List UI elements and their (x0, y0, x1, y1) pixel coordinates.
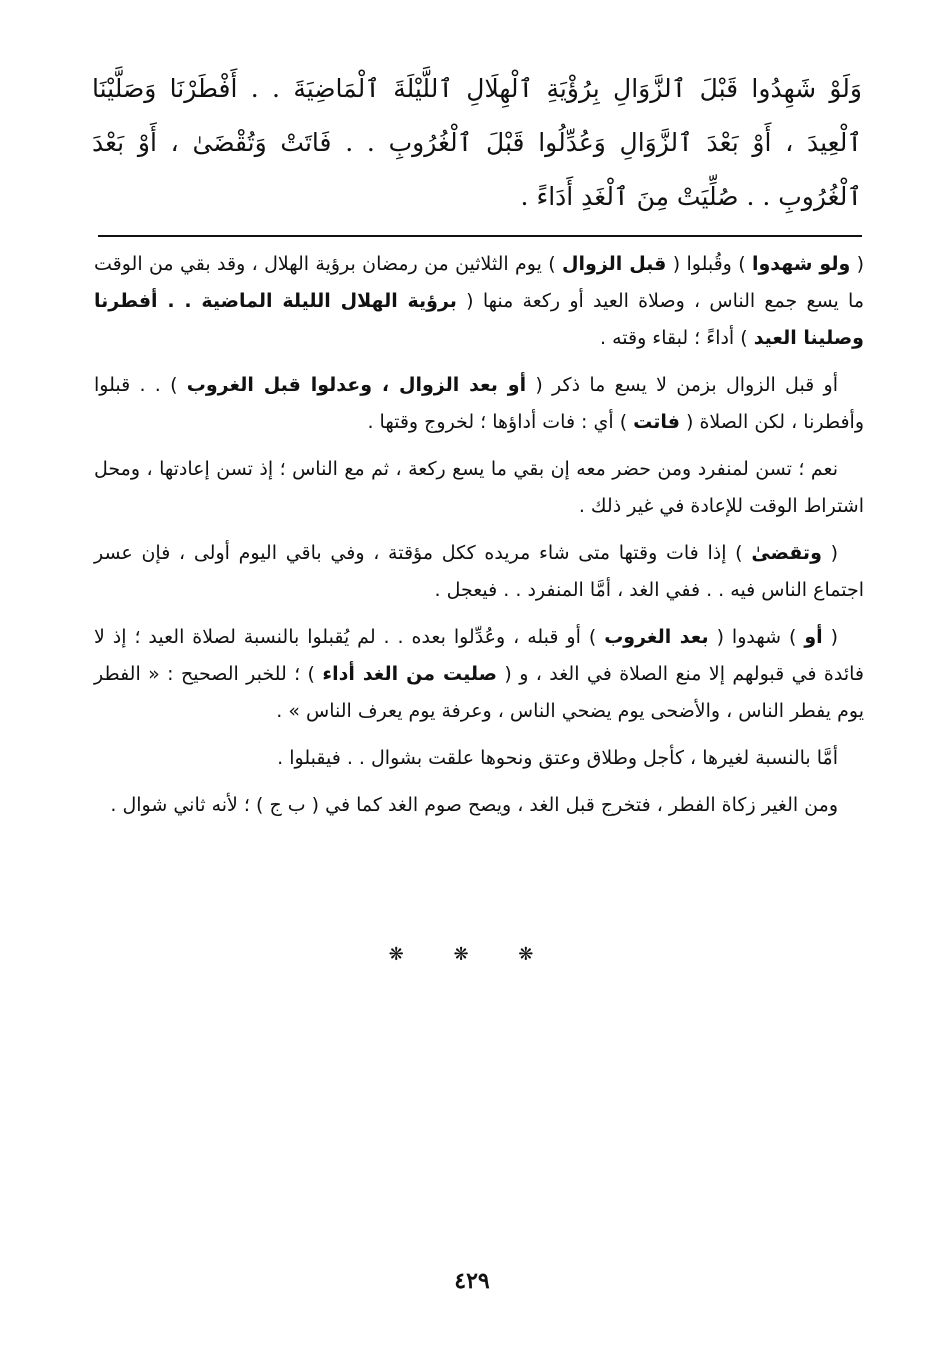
commentary-paragraph (94, 535, 864, 609)
commentary-segment: ( (850, 253, 865, 275)
quoted-matn-segment: أو بعد الزوال ، وعدلوا قبل الغروب (186, 374, 527, 396)
commentary-segment: ) أي : فات أداؤها ؛ لخروج وقتها . (367, 411, 634, 433)
commentary-segment: ) أداءً ؛ لبقاء وقته . (599, 327, 754, 349)
quoted-matn-segment: بعد الغروب (604, 626, 709, 648)
commentary-segment: ) يوم الثلاثين من رمضان برؤية الهلال ، وقد بقي من الوقت ما يسع جمع الناس ، وصلاة العيد أو ركعة منها ( (94, 253, 865, 312)
commentary-paragraph (94, 246, 864, 357)
commentary-segment: ( (821, 542, 839, 564)
commentary-segment: ) وقُبلوا ( (666, 253, 752, 275)
quoted-matn-segment: قبل الزوال (562, 253, 667, 275)
commentary-paragraph (94, 619, 864, 730)
quoted-matn-segment: أو (804, 626, 823, 648)
commentary-segment: أمَّا بالنسبة لغيرها ، كأجل وطلاق وعتق ونحوها علقت بشوال . . فيقبلوا . (277, 747, 838, 769)
quoted-matn-segment: برؤية الهلال الليلة الماضية . . أفطرنا وصلينا العيد (94, 290, 864, 349)
page-number: ٤٢٩ (454, 1268, 490, 1294)
commentary-segment: ومن الغير زكاة الفطر ، فتخرج قبل الغد ، ويصح صوم الغد كما في ( ب ج ) ؛ لأنه ثاني شوال . (110, 794, 838, 816)
commentary-text (94, 246, 864, 834)
commentary-segment: ) أو قبله ، وعُدِّلوا بعده . . لم يُقبلوا بالنسبة لصلاة العيد ؛ إذ لا فائدة في قبولهم إلا منع الصلاة في الغد ، و ( (94, 626, 864, 685)
commentary-segment: أو قبل الزوال بزمن لا يسع ما ذكر ( (526, 374, 838, 396)
commentary-segment: نعم ؛ تسن لمنفرد ومن حضر معه إن بقي ما يسع ركعة ، ثم مع الناس ؛ إذ تسن إعادتها ، ومحل اشتراط الوقت للإعادة في غير ذلك . (94, 458, 864, 517)
commentary-segment: ( (822, 626, 839, 648)
commentary-paragraph (94, 740, 864, 777)
main-text: وَلَوْ شَهِدُوا قَبْلَ ٱلزَّوَالِ بِرُؤْيَةِ ٱلْهِلَالِ ٱللَّيْلَةَ ٱلْمَاضِيَةَ . . أَفْطَرْنَا وَصَلَّيْنَا ٱلْعِيدَ ، أَوْ بَعْدَ ٱلزَّوَالِ وَعُدِّلُوا قَبْلَ ٱلْغُرُوبِ . . فَاتَتْ وَتُقْضَىٰ ، أَوْ بَعْدَ ٱلْغُرُوبِ . . صُلِّيَتْ مِنَ ٱلْغَدِ أَدَاءً . (92, 74, 862, 211)
footnote-separator-line (98, 235, 862, 237)
commentary-paragraph (94, 451, 864, 525)
quoted-matn-segment: ولو شهدوا (751, 253, 851, 275)
section-divider-stars: ❋ ❋ ❋ (388, 944, 556, 965)
quoted-matn-segment: فاتت (633, 411, 680, 433)
commentary-segment: ) شهدوا ( (708, 626, 805, 648)
quoted-matn-segment: وتقضىٰ (751, 542, 822, 564)
commentary-segment: ) إذا فات وقتها متى شاء مريده ككل مؤقتة ، وفي باقي اليوم أولى ، فإن عسر اجتماع الناس فيه . . ففي الغد ، أمَّا المنفرد . . فيعجل . (94, 542, 864, 601)
quoted-matn-segment: صليت من الغد أداء (322, 663, 497, 685)
commentary-segment: ) . . قبلوا وأفطرنا ، لكن الصلاة ( (94, 374, 864, 433)
commentary-segment: ) ؛ للخبر الصحيح : « الفطر يوم يفطر الناس ، والأضحى يوم يضحي الناس ، وعرفة يوم يعرف الناس » . (94, 663, 864, 722)
commentary-paragraph (94, 367, 864, 441)
commentary-paragraph (94, 787, 864, 824)
